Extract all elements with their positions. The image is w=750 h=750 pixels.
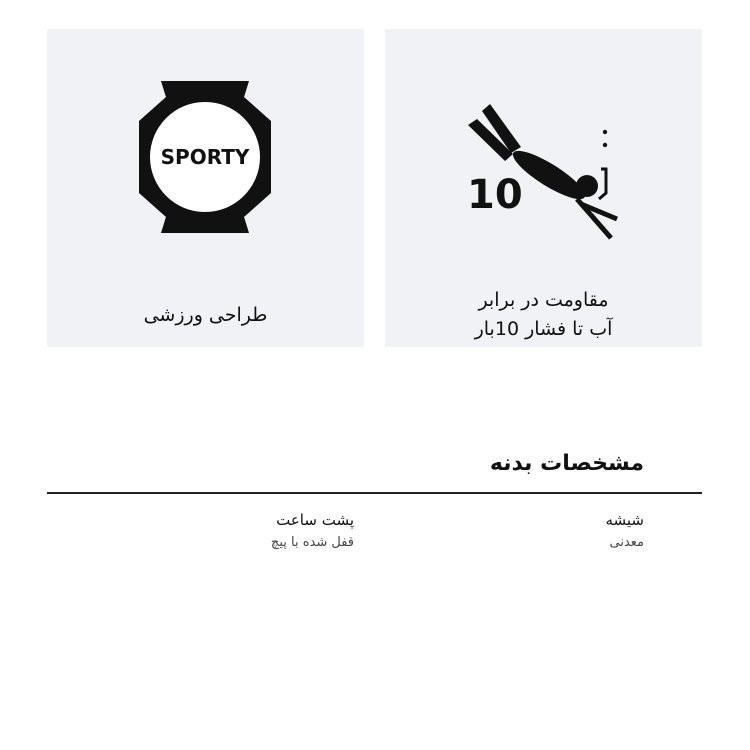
feature-caption-line: آب تا فشار 10بار [474,318,613,340]
spec-item-glass [605,509,644,555]
feature-caption-line: مقاومت در برابر [478,289,609,311]
spec-item-caseback [271,509,354,555]
section-title: مشخصات بدنه [489,451,644,476]
feature-card-water-resistance [385,29,702,347]
feature-caption-line: طراحی ورزشی [143,304,268,326]
divider [47,492,702,494]
pressure-badge: 10 [467,172,523,218]
feature-card-sporty [47,29,364,347]
feature-caption [47,301,364,330]
spec-label: شیشه [605,511,644,529]
spec-label: پشت ساعت [276,511,354,529]
sporty-label: SPORTY [160,145,250,169]
spec-value: معدنی [609,535,644,550]
spec-value: قفل شده با پیچ [270,535,354,550]
sporty-watch-icon [139,81,271,233]
feature-caption [385,286,702,344]
